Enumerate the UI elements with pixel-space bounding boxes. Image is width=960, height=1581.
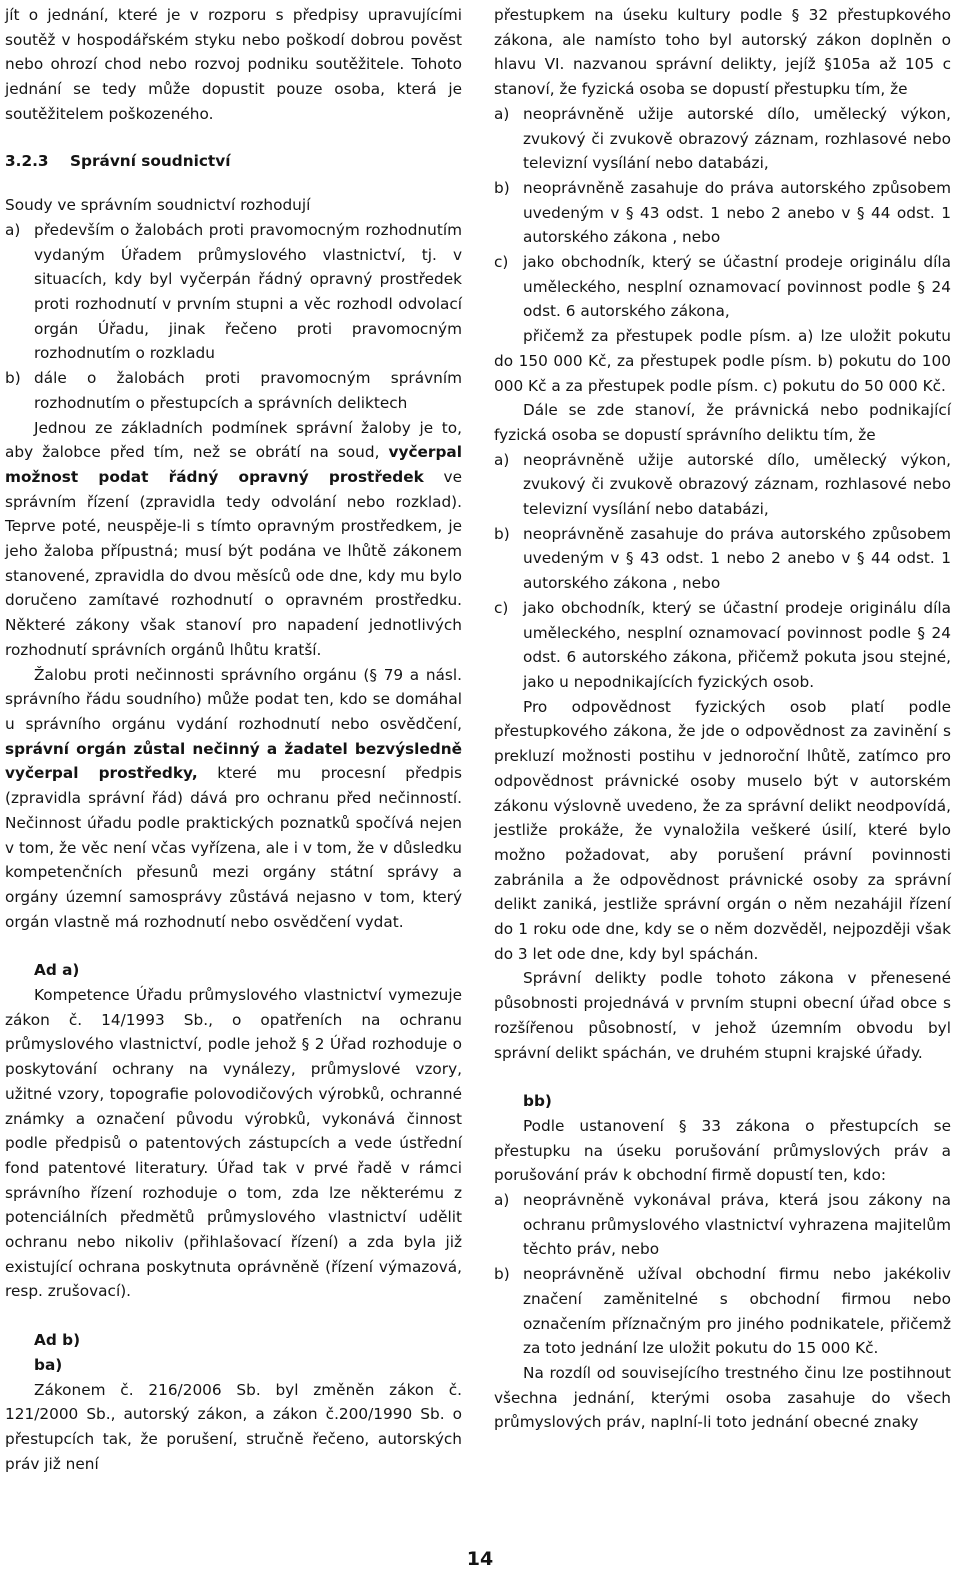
paragraph-law-change: Zákonem č. 216/2006 Sb. byl změněn zákon č. 121/2000 Sb., autorský zákon, a zákon č.200/1990 Sb. o přestupcích tak, že porušení, stručně řečeno, autorských práv již není bbox=[5, 1380, 462, 1473]
emphasis: správní orgán zůstal nečinný a žadatel bezvýsledně vyčerpal prostředky, bbox=[5, 739, 462, 783]
list-marker: a) bbox=[5, 220, 21, 239]
list-text: neoprávněně užije autorské dílo, umělecký výkon, zvukový či zvukově obrazový záznam, rozhlasové nebo televizní vysílání nebo databázi, bbox=[523, 104, 951, 173]
paragraph-delegated: Správní delikty podle tohoto zákona v přenesené působnosti projednává v prvním stupni obecní úřad obce s rozšířenou působností, v jehož územním obvodu byl správní delikt spáchán, ve druhém stupni krajské úřady. bbox=[494, 969, 951, 1062]
list-item bbox=[494, 448, 951, 522]
text-run: které mu procesní předpis (zpravidla správní řád) dává pro ochranu před nečinností. Nečinnost úřadu podle praktických poznatků spočívá nejen v tom, že věc není včas vyřízena, ale i v tom, že v důsledku kompetenčních přesunů mezi orgány státní správy a orgány územní samosprávy zůstává nejasno v tom, který orgán vlastně má rozhodnutí nebo osvědčení vydat. bbox=[5, 764, 463, 931]
list-item bbox=[494, 250, 951, 324]
list-item bbox=[494, 596, 951, 695]
text-run: Žalobu proti nečinnosti správního orgánu (§ 79 a násl. správního řádu soudního) může podat ten, kdo se domáhal u správního orgánu vydání rozhodnutí nebo osvědčení, bbox=[5, 665, 462, 733]
subheading-bb: bb) bbox=[523, 1092, 552, 1111]
list-item bbox=[494, 102, 951, 176]
list-text: neoprávněně užije autorské dílo, umělecký výkon, zvukový či zvukově obrazový záznam, rozhlasové nebo televizní vysílání nebo databázi, bbox=[523, 450, 951, 519]
paragraph-bb: Podle ustanovení § 33 zákona o přestupcích se přestupku na úseku porušování průmyslových práv a porušování práv k obchodní firmě dopustí ten, kdo: bbox=[494, 1116, 951, 1185]
paragraph-courts: Soudy ve správním soudnictví rozhodují bbox=[5, 196, 311, 215]
paragraph-competence: Kompetence Úřadu průmyslového vlastnictví vymezuje zákon č. 14/1993 Sb., o opatřeních na ochranu průmyslového vlastnictví, podle jehož § 2 Úřad rozhoduje o poskytování ochrany na vynálezy, průmyslové vzory, užitné vzory, topografie polovodičových výrobků, ochranné známky a označení původu výrobků, vykonává činnost podle předpisů o patentových zástupcích a vede ústřední fond patentové literatury. Úřad tak v prvé řadě v rámci správního řízení rozhoduje o tom, zda lze některému z potenciálních předmětů průmyslového vlastnictví udělit ochranu nebo nikoliv (přihlašovací řízení) a zda byla již existující ochrana poskytnuta oprávněně (řízení výmazová, resp. zrušovací). bbox=[5, 986, 462, 1301]
list-text: jako obchodník, který se účastní prodeje originálu díla uměleckého, nesplní oznamovací povinnost podle § 24 odst. 6 autorského zákona, přičemž pokuta jsou stejné, jako u nepodnikajících fyzických osob. bbox=[523, 598, 951, 691]
section-heading bbox=[5, 149, 462, 174]
list-natural-persons bbox=[494, 102, 951, 324]
subheading-ba: ba) bbox=[34, 1355, 63, 1374]
list-text: jako obchodník, který se účastní prodeje originálu díla uměleckého, nesplní oznamovací povinnost podle § 24 odst. 6 autorského zákona, bbox=[523, 253, 951, 321]
list-item bbox=[494, 176, 951, 250]
list-marker: b) bbox=[5, 369, 21, 388]
section-title: Správní soudnictví bbox=[70, 151, 231, 170]
section-number: 3.2.3 bbox=[5, 151, 49, 170]
list-marker: a) bbox=[494, 104, 510, 123]
paragraph-fines: přičemž za přestupek podle písm. a) lze uložit pokutu do 150 000 Kč, za přestupek podle písm. b) pokutu do 100 000 Kč a za přestupek podle písm. c) pokutu do 50 000 Kč. bbox=[494, 327, 951, 395]
list-marker: c) bbox=[494, 598, 509, 617]
list-marker: b) bbox=[494, 1265, 510, 1284]
list-text: neoprávněně vykonával práva, která jsou zákony na ochranu průmyslového vlastnictví vyhrazena majitelům těchto práv, nebo bbox=[523, 1191, 951, 1259]
list-text: především o žalobách proti pravomocným rozhodnutím vydaným Úřadem průmyslového vlastnictví, tj. v situacích, kdy byl vyčerpán řádný opravný prostředek proti rozhodnutí v prvním stupni a věc rozhodl odvolací orgán Úřadu, jinak řečeno proti pravomocným rozhodnutím o rozkladu bbox=[34, 220, 462, 363]
list-item bbox=[5, 218, 462, 366]
paragraph-responsibility: Pro odpovědnost fyzických osob platí podle přestupkového zákona, že jde o odpovědnost za zavinění s prekluzí možnosti postihu v jednoroční lhůtě, zatímco pro odpovědnost právnické osoby muselo být v autorském zákonu výslovně uvedeno, že za správní delikt neodpovídá, jestliže prokáže, že vynaložila veškeré úsilí, které bylo možno požadovat, aby porušení právní povinnosti zabránila a že odpovědnost právnické osoby za správní delikt zaniká, jestliže správní orgán o něm nezahájil řízení do 1 roku ode dne, kdy se o něm dozvěděl, nejpozději však do 3 let ode dne, kdy byl spáchán. bbox=[494, 697, 951, 963]
list-item bbox=[5, 366, 462, 415]
list-industrial-rights bbox=[494, 1188, 951, 1361]
left-column bbox=[5, 3, 462, 1476]
list-item bbox=[494, 1262, 951, 1361]
list-marker: b) bbox=[494, 178, 510, 197]
list-text: dále o žalobách proti pravomocným správním rozhodnutím o přestupcích a správních deliktech bbox=[34, 369, 462, 412]
right-column bbox=[494, 3, 951, 1435]
paragraph-conditions bbox=[5, 416, 462, 663]
paragraph-continuation: přestupkem na úseku kultury podle § 32 přestupkového zákona, ale namísto toho byl autorský zákon doplněn o hlavu VI. nazvanou správní delikty, jejíž §105a až 105 c stanoví, že fyzická osoba se dopustí přestupku tím, že bbox=[494, 6, 951, 99]
subheading-ad-b: Ad b) bbox=[34, 1331, 81, 1350]
text-run: Jednou ze základních podmínek správní žaloby je to, aby žalobce před tím, než se obrátí na soud, bbox=[5, 418, 462, 462]
paragraph-legal-persons: Dále se zde stanoví, že právnická nebo podnikající fyzická osoba se dopustí správního deliktu tím, že bbox=[494, 401, 951, 444]
paragraph-intro: jít o jednání, které je v rozporu s předpisy upravujícími soutěž v hospodářském styku nebo poškodí dobrou pověst nebo ohrozí chod nebo rozvoj podniku soutěžitele. Tohoto jednání se tedy může dopustit pouze osoba, která je soutěžitelem poškozeného. bbox=[5, 6, 462, 123]
list-marker: b) bbox=[494, 524, 510, 543]
list-marker: a) bbox=[494, 450, 510, 469]
subheading-ad-a: Ad a) bbox=[34, 961, 80, 980]
page-number: 14 bbox=[466, 1548, 494, 1570]
paragraph-last: Na rozdíl od souvisejícího trestného činu lze postihnout všechna jednání, kterými osoba zasahuje do všech průmyslových práv, naplní-li toto jednání obecné znaky bbox=[494, 1363, 951, 1432]
list-legal-persons bbox=[494, 448, 951, 695]
emphasis: vyčerpal možnost podat řádný opravný prostředek bbox=[5, 443, 462, 486]
paragraph-inaction bbox=[5, 663, 462, 935]
list-text: neoprávněně zasahuje do práva autorského způsobem uvedeným v § 43 odst. 1 nebo 2 anebo v § 44 odst. 1 autorského zákona , nebo bbox=[523, 524, 951, 593]
text-run: ve správním řízení (zpravidla tedy odvolání nebo rozklad). Teprve poté, neuspěje-li s tímto opravným prostředkem, je jeho žaloba přípustná; musí být podána ve lhůtě zákonem stanovené, zpravidla do dvou měsíců ode dne, kdy mu bylo doručeno zamítavé rozhodnutí o opravném prostředku. Některé zákony však stanoví pro napadení jednotlivých rozhodnutí správních orgánů lhůtu kratší. bbox=[5, 467, 463, 659]
list-item bbox=[494, 522, 951, 596]
list-marker: a) bbox=[494, 1191, 510, 1210]
list-text: neoprávněně užíval obchodní firmu nebo jakékoliv značení zaměnitelné s obchodní firmou nebo označením příznačným pro jiného podnikatele, přičemž za toto jednání lze uložit pokutu do 15 000 Kč. bbox=[523, 1265, 951, 1358]
list-item bbox=[494, 1188, 951, 1262]
list-text: neoprávněně zasahuje do práva autorského způsobem uvedeným v § 43 odst. 1 nebo 2 anebo v § 44 odst. 1 autorského zákona , nebo bbox=[523, 178, 951, 247]
list-marker: c) bbox=[494, 253, 509, 272]
